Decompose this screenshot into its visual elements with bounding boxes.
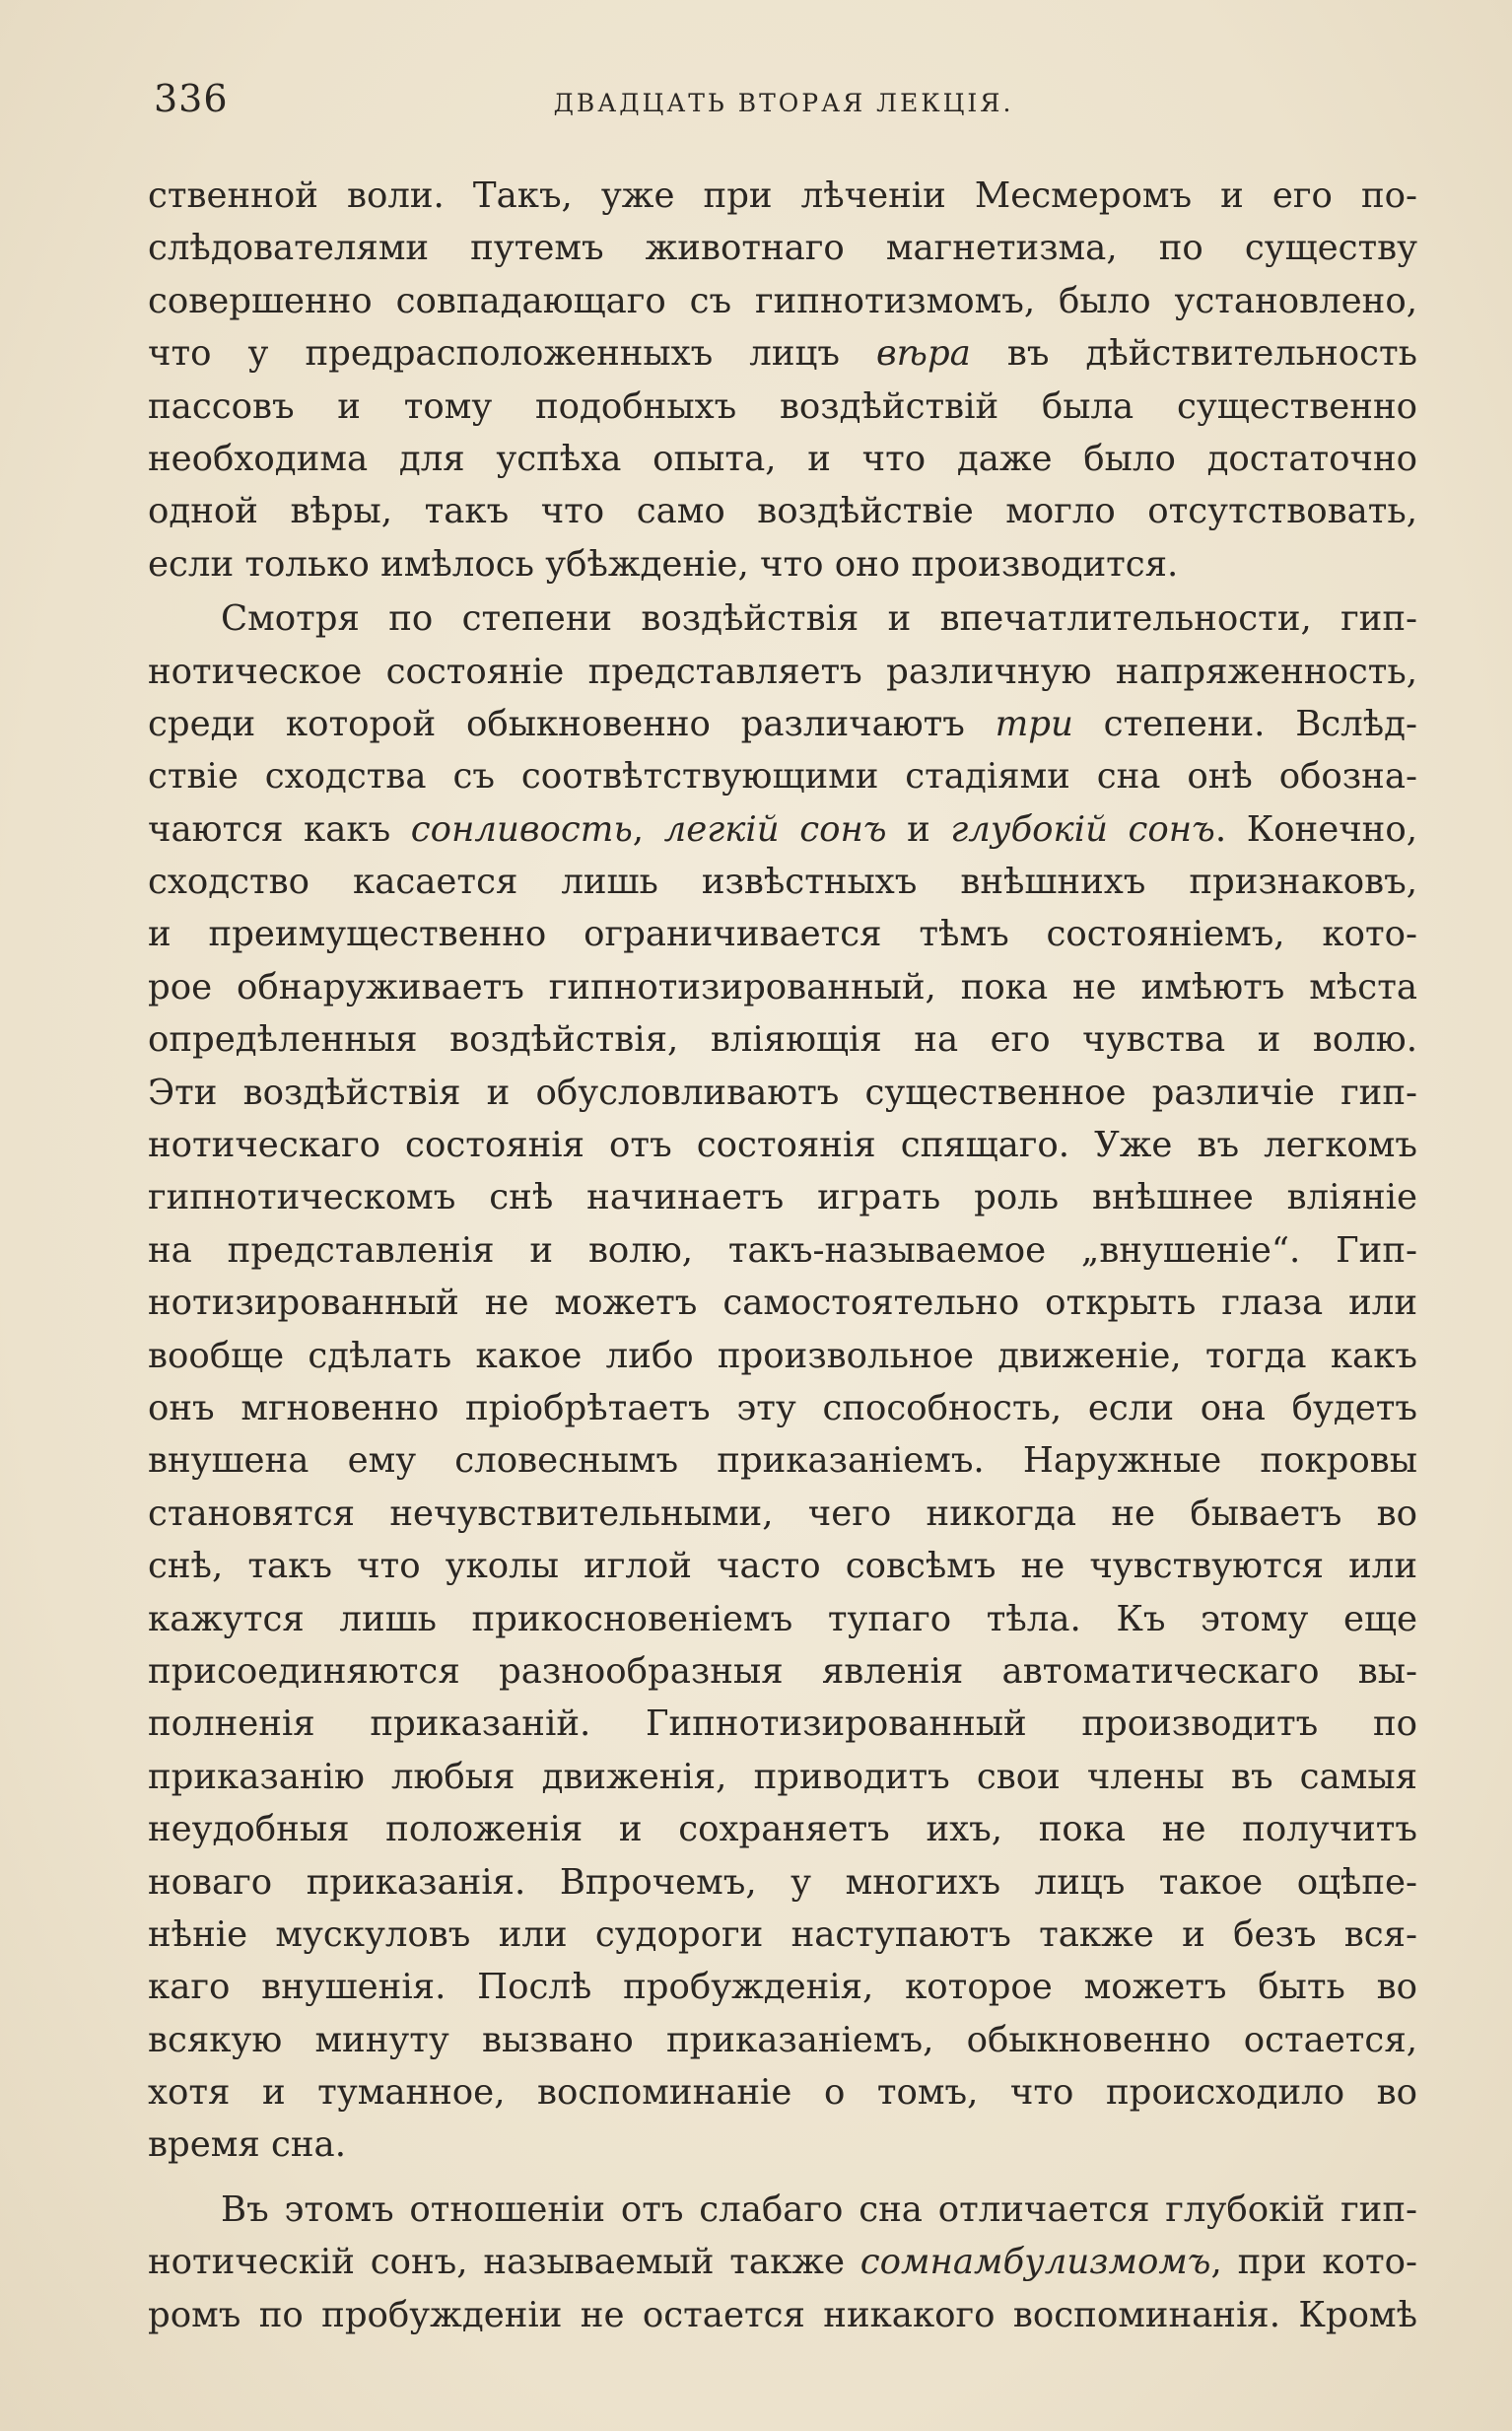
italic-term: вѣра	[875, 333, 971, 375]
italic-term: сонливость	[410, 808, 633, 850]
italic-term: глубокій сонъ	[950, 808, 1215, 850]
text-line: присоединяются разнообразныя явленія автоматическаго вы-	[148, 1650, 1417, 1692]
text-line: слѣдователями путемъ животнаго магнетизма, по существу	[148, 228, 1417, 269]
text-line: гипнотическомъ снѣ начинаетъ играть роль внѣшнее вліяніе	[148, 1177, 1417, 1218]
text-line: Смотря по степени воздѣйствія и впечатлительности, гип-	[221, 598, 1417, 640]
paragraph	[148, 170, 1417, 590]
text-line: чаются какъ сонливость, легкій сонъ и глубокій сонъ. Конечно,	[148, 808, 1418, 850]
text-line: рое обнаруживаетъ гипнотизированный, пока не имѣютъ мѣста	[148, 966, 1417, 1007]
text-line: внушена ему словеснымъ приказаніемъ. Наружные покровы	[148, 1440, 1417, 1482]
text-line: если только имѣлось убѣжденіе, что оно производится.	[148, 543, 1179, 585]
text-line: приказанію любыя движенія, приводитъ свои члены въ самыя	[148, 1756, 1417, 1797]
text-line: нотическаго состоянія отъ состоянія спящаго. Уже въ легкомъ	[148, 1125, 1417, 1166]
text-line: нотизированный не можетъ самостоятельно открыть глаза или	[148, 1283, 1417, 1324]
text-line: кажутся лишь прикосновеніемъ тупаго тѣла. Къ этому еще	[148, 1598, 1417, 1639]
text-line: необходима для успѣха опыта, и что даже было достаточно	[148, 438, 1417, 479]
text-line: нотическое состояніе представляетъ различную напряженность,	[148, 651, 1417, 692]
text-line: становятся нечувствительными, чего никогда не бываетъ во	[148, 1493, 1417, 1534]
text-line: что у предрасположенныхъ лицъ вѣра въ дѣйствительность	[148, 333, 1417, 375]
running-title: ДВАДЦАТЬ ВТОРАЯ ЛЕКЦІЯ.	[553, 89, 1014, 117]
text-line: ственной воли. Такъ, уже при лѣченіи Месмеромъ и его по-	[148, 175, 1417, 216]
italic-term: легкій сонъ	[663, 808, 887, 850]
text-line: новаго приказанія. Впрочемъ, у многихъ лицъ такое оцѣпе-	[148, 1861, 1417, 1903]
text-line: среди которой обыкновенно различаютъ три степени. Вслѣд-	[148, 703, 1417, 744]
text-line: и преимущественно ограничивается тѣмъ состояніемъ, кото-	[148, 914, 1417, 955]
text-line: ромъ по пробужденіи не остается никакого воспоминанія. Кромѣ	[148, 2294, 1417, 2335]
text-line: нѣніе мускуловъ или судороги наступаютъ также и безъ вся-	[148, 1913, 1417, 1955]
text-line: пассовъ и тому подобныхъ воздѣйствій была существенно	[148, 385, 1417, 427]
text-line: одной вѣры, такъ что само воздѣйствіе могло отсутствовать,	[148, 491, 1417, 532]
text-line: онъ мгновенно пріобрѣтаетъ эту способность, если она будетъ	[148, 1387, 1417, 1428]
text-line: нотическій сонъ, называемый также сомнамбулизмомъ, при кото-	[148, 2242, 1418, 2283]
text-line: время сна.	[148, 2124, 347, 2166]
text-line: всякую минуту вызвано приказаніемъ, обыкновенно остается,	[148, 2019, 1417, 2060]
page-header	[148, 77, 1419, 126]
text-line: вообще сдѣлать какое либо произвольное движеніе, тогда какъ	[148, 1335, 1417, 1376]
text-line: опредѣленныя воздѣйствія, вліяющія на его чувства и волю.	[148, 1019, 1417, 1061]
text-line: неудобныя положенія и сохраняетъ ихъ, пока не получитъ	[148, 1809, 1417, 1850]
text-line: совершенно совпадающаго съ гипнотизмомъ, было установлено,	[148, 280, 1417, 321]
text-line: полненія приказаній. Гипнотизированный производитъ по	[148, 1703, 1417, 1745]
text-line: Въ этомъ отношеніи отъ слабаго сна отличается глубокій гип-	[221, 2188, 1417, 2230]
page-number: 336	[154, 77, 229, 120]
italic-term: сомнамбулизмомъ	[859, 2242, 1211, 2283]
paragraph	[148, 592, 1417, 2172]
body-text	[148, 170, 1417, 2341]
text-line: каго внушенія. Послѣ пробужденія, которое можетъ быть во	[148, 1967, 1417, 2008]
text-line: ствіе сходства съ соотвѣтствующими стадіями сна онѣ обозна-	[148, 756, 1417, 798]
text-line: Эти воздѣйствія и обусловливаютъ существенное различіе гип-	[148, 1072, 1417, 1113]
text-line: хотя и туманное, воспоминаніе о томъ, что происходило во	[148, 2072, 1417, 2114]
paragraph	[148, 2184, 1417, 2341]
text-line: снѣ, такъ что уколы иглой часто совсѣмъ не чувствуются или	[148, 1546, 1417, 1587]
text-line: сходство касается лишь извѣстныхъ внѣшнихъ признаковъ,	[148, 862, 1417, 903]
text-line: на представленія и волю, такъ-называемое „внушеніе“. Гип-	[148, 1229, 1417, 1271]
italic-term: три	[995, 703, 1073, 744]
